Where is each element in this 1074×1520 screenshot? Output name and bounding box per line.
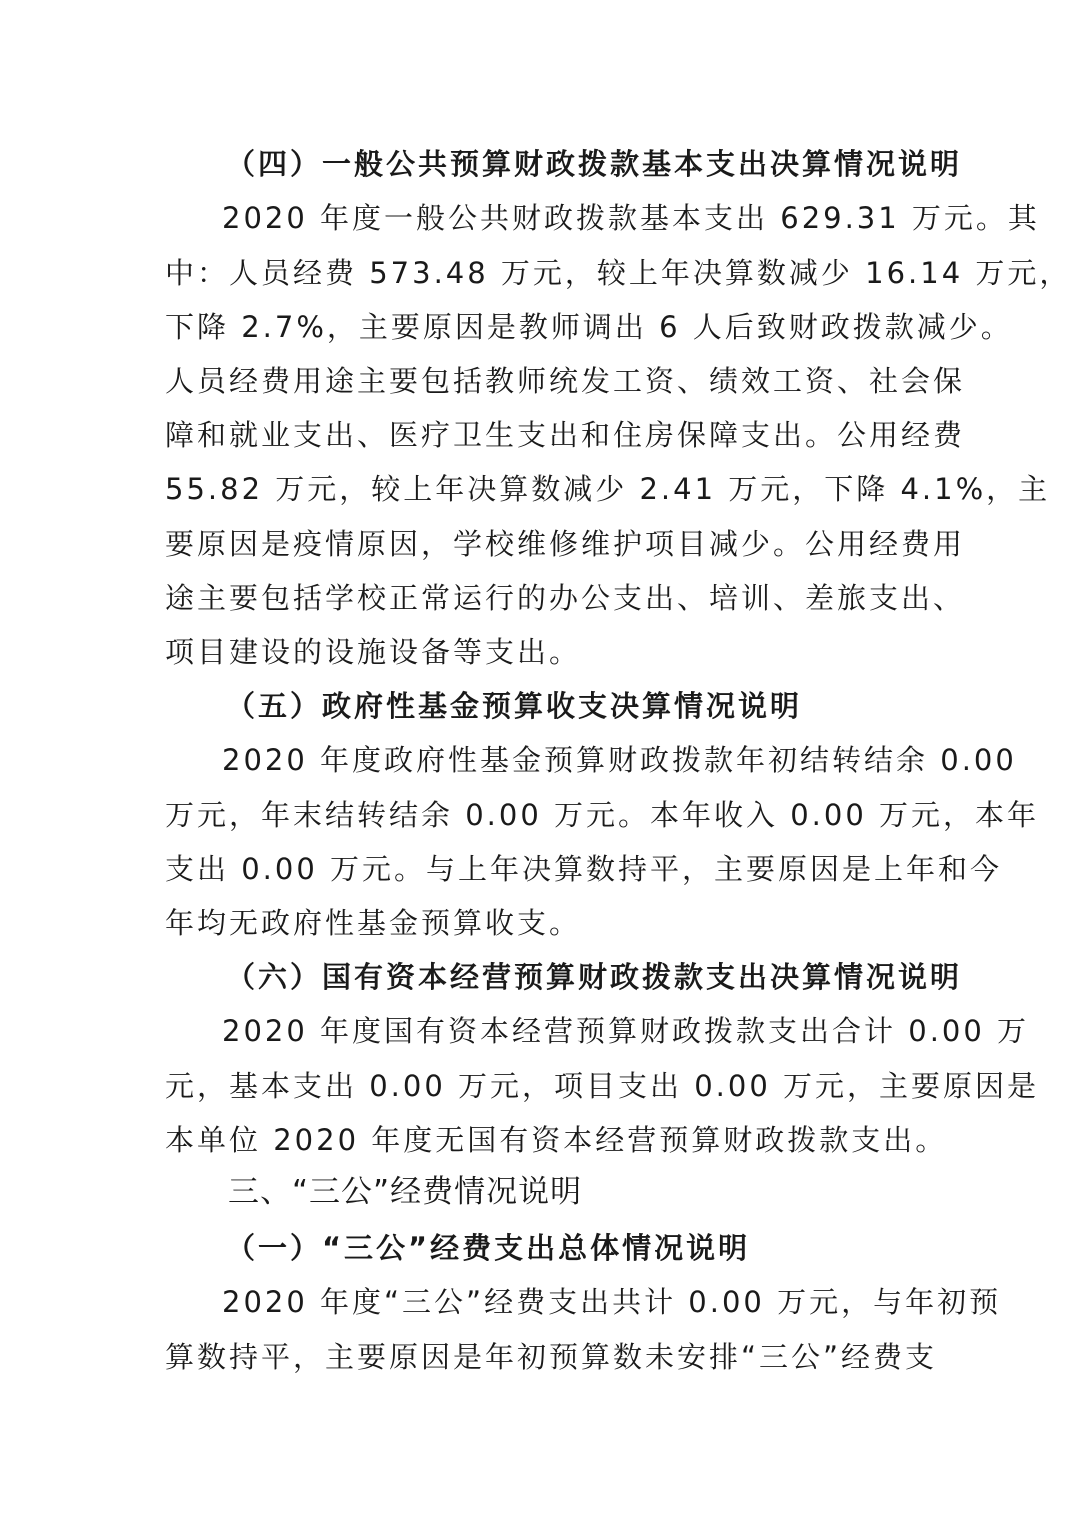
paragraph-line: 要原因是疫情原因，学校维修维护项目减少。公用经费用: [165, 527, 966, 561]
paragraph-line: 2020 年度“三公”经费支出共计 0.00 万元，与年初预: [222, 1285, 1002, 1319]
section-heading-4: （四）一般公共预算财政拨款基本支出决算情况说明: [226, 147, 963, 181]
paragraph-line: 人员经费用途主要包括教师统发工资、绩效工资、社会保: [165, 364, 966, 398]
paragraph-line: 55.82 万元，较上年决算数减少 2.41 万元，下降 4.1%，主: [165, 472, 1051, 506]
paragraph-line: 途主要包括学校正常运行的办公支出、培训、差旅支出、: [165, 581, 966, 615]
paragraph-line: 项目建设的设施设备等支出。: [165, 635, 582, 669]
section-heading-5: （五）政府性基金预算收支决算情况说明: [226, 689, 803, 723]
paragraph-line: 2020 年度政府性基金预算财政拨款年初结转结余 0.00: [222, 743, 1017, 777]
subsection-heading-1: （一）“三公”经费支出总体情况说明: [226, 1231, 751, 1265]
paragraph-line: 下降 2.7%，主要原因是教师调出 6 人后致财政拨款减少。: [165, 310, 1013, 344]
paragraph-line: 元，基本支出 0.00 万元，项目支出 0.00 万元，主要原因是: [165, 1069, 1040, 1103]
paragraph-line: 算数持平，主要原因是年初预算数未安排“三公”经费支: [165, 1340, 938, 1374]
section-heading-6: （六）国有资本经营预算财政拨款支出决算情况说明: [226, 960, 963, 994]
paragraph-line: 中：人员经费 573.48 万元，较上年决算数减少 16.14 万元，: [165, 256, 1072, 290]
part-title: 三、“三公”经费情况说明: [228, 1174, 583, 1210]
paragraph-line: 支出 0.00 万元。与上年决算数持平，主要原因是上年和今: [165, 852, 1003, 886]
paragraph-line: 障和就业支出、医疗卫生支出和住房保障支出。公用经费: [165, 418, 966, 452]
paragraph-line: 年均无政府性基金预算收支。: [165, 906, 582, 940]
paragraph-line: 2020 年度一般公共财政拨款基本支出 629.31 万元。其: [222, 201, 1040, 235]
paragraph-line: 万元，年末结转结余 0.00 万元。本年收入 0.00 万元，本年: [165, 798, 1040, 832]
paragraph-line: 本单位 2020 年度无国有资本经营预算财政拨款支出。: [165, 1123, 948, 1157]
paragraph-line: 2020 年度国有资本经营预算财政拨款支出合计 0.00 万: [222, 1014, 1030, 1048]
